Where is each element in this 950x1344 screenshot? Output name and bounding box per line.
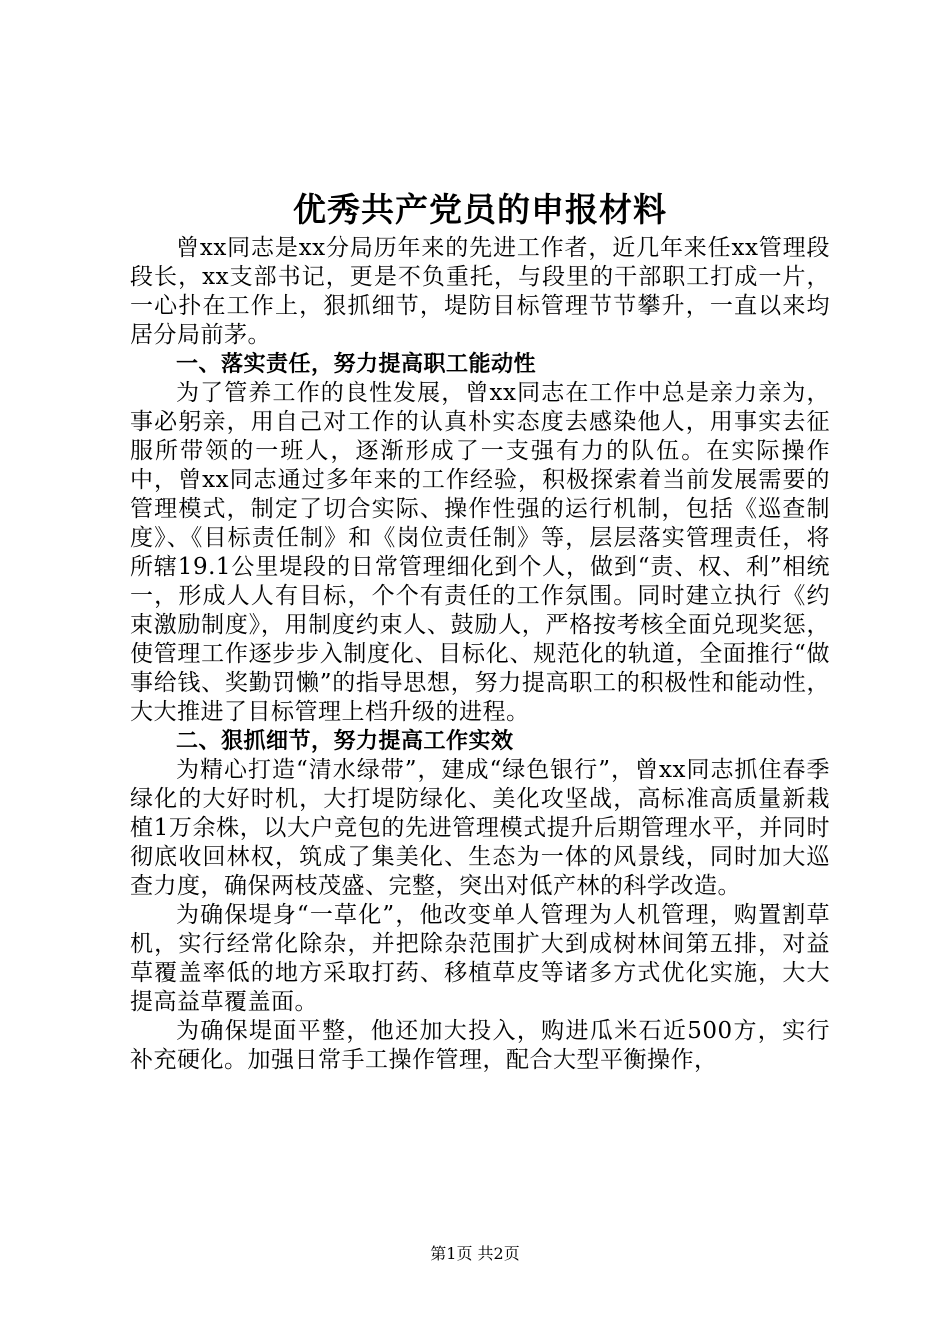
section-2-paragraph-road: 为确保堤面平整，他还加大投入，购进瓜米石近500方，实行补充硬化。加强日常手工操作管理，配合大型平衡操作， xyxy=(130,1018,830,1073)
section-2-paragraph-greening: 为精心打造“清水绿带”，建成“绿色银行”，曾xx同志抓住春季绿化的大好时机，大打堤防绿化、美化攻坚战，高标准高质量新栽植1万余株，以大户竞包的先进管理模式提升后期管理水平，并同时彻底收回林权，筑成了集美化、生态为一体的风景线，同时加大巡查力度，确保两枝茂盛、完整，突出对低产林的科学改造。 xyxy=(130,757,830,899)
intro-paragraph: 曾xx同志是xx分局历年来的先进工作者，近几年来任xx管理段段长，xx支部书记，更是不负重托，与段里的干部职工打成一片，一心扑在工作上，狠抓细节，堤防目标管理节节攀升，一直以来均居分局前茅。 xyxy=(130,235,830,348)
section-1-paragraph: 为了管养工作的良性发展，曾xx同志在工作中总是亲力亲为，事必躬亲，用自己对工作的认真朴实态度去感染他人，用事实去征服所带领的一班人，逐渐形成了一支强有力的队伍。在实际操作中，曾xx同志通过多年来的工作经验，积极探索着当前发展需要的管理模式，制定了切合实际、操作性强的运行机制，包括《巡查制度》、《目标责任制》和《岗位责任制》等，层层落实管理责任，将所辖19.1公里堤段的日常管理细化到个人，做到“责、权、利”相统一，形成人人有目标，个个有责任的工作氛围。同时建立执行《约束激励制度》，用制度约束人、鼓励人，严格按考核全面兑现奖惩，使管理工作逐步步入制度化、目标化、规范化的轨道，全面推行“做事给钱、奖勤罚懒”的指导思想，努力提高职工的积极性和能动性，大大推进了目标管理上档升级的进程。 xyxy=(130,380,830,725)
document-title: 优秀共产党员的申报材料 xyxy=(293,190,667,229)
section-heading-1: 一、落实责任，努力提高职工能动性 xyxy=(176,352,537,377)
page-footer: 第1页 共2页 xyxy=(430,1244,520,1263)
section-2-paragraph-grass: 为确保堤身“一草化”，他改变单人管理为人机管理，购置割草机，实行经常化除杂，并把除杂范围扩大到成树林间第五排，对益草覆盖率低的地方采取打药、移植草皮等诸多方式优化实施，大大提高益草覆盖面。 xyxy=(130,902,830,1015)
document-body xyxy=(130,186,830,1075)
section-heading-2: 二、狠抓细节，努力提高工作实效 xyxy=(176,729,514,754)
